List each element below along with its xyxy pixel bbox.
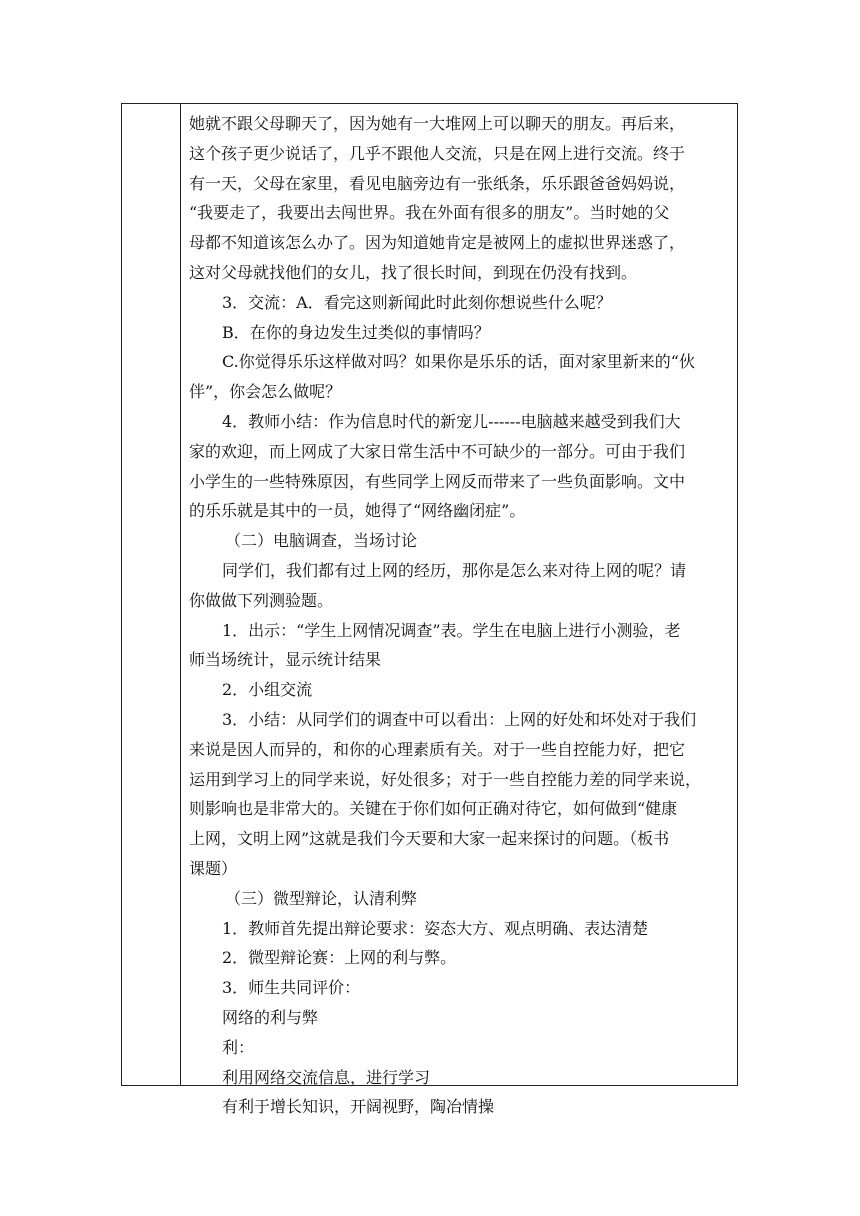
paragraph-line: 网络的利与弊 [222, 1007, 319, 1027]
paragraph-line: 师当场统计，显示统计结果 [189, 650, 382, 670]
paragraph-line: 有利于增长知识，开阔视野，陶冶情操 [222, 1097, 495, 1117]
paragraph-line: 同学们，我们都有过上网的经历，那你是怎么来对待上网的呢？请 [222, 560, 687, 580]
section-heading: （三）微型辩论，认清利弊 [225, 888, 418, 908]
left-label-column [122, 104, 181, 1085]
paragraph-line: 这个孩子更少说话了，几乎不跟他人交流，只是在网上进行交流。终于 [189, 143, 686, 163]
paragraph-line: 则影响也是非常大的。关键在于你们如何正确对待它，如何做到“健康 [189, 799, 678, 819]
paragraph-line: 课题） [189, 858, 238, 878]
paragraph-line: 家的欢迎，而上网成了大家日常生活中不可缺少的一部分。可由于我们 [189, 441, 686, 461]
lesson-plan-table [121, 103, 738, 1117]
paragraph-line: 利： [222, 1037, 255, 1057]
paragraph-line: 3．小结：从同学们的调查中可以看出：上网的好处和坏处对于我们 [222, 709, 697, 729]
paragraph-line: 运用到学习上的同学来说，好处很多；对于一些自控能力差的同学来说， [189, 769, 702, 789]
paragraph-line: 3．交流：A．看完这则新闻此时此刻你想说些什么呢？ [222, 292, 612, 312]
paragraph-line: 母都不知道该怎么办了。因为知道她肯定是被网上的虚拟世界迷惑了， [189, 233, 686, 253]
paragraph-line: 2．微型辩论赛：上网的利与弊。 [222, 948, 457, 968]
paragraph-line: 2．小组交流 [222, 680, 313, 700]
paragraph-line: 有一天，父母在家里，看见电脑旁边有一张纸条，乐乐跟爸爸妈妈说， [189, 173, 686, 193]
paragraph-line: 利用网络交流信息，进行学习 [222, 1067, 431, 1087]
paragraph-line: 小学生的一些特殊原因，有些同学上网反而带来了一些负面影响。文中 [189, 471, 686, 491]
paragraph-line: C.你觉得乐乐这样做对吗？如果你是乐乐的话，面对家里新来的“伙 [222, 352, 695, 372]
paragraph-line: 4．教师小结：作为信息时代的新宠儿------电脑越来越受到我们大 [222, 411, 681, 431]
paragraph-line: B．在你的身边发生过类似的事情吗？ [222, 322, 490, 342]
paragraph-line: 这对父母就找他们的女儿，找了很长时间，到现在仍没有找到。 [189, 262, 638, 282]
section-heading: （二）电脑调查，当场讨论 [225, 531, 418, 551]
paragraph-line: 你做做下列测验题。 [189, 590, 334, 610]
lesson-content [189, 109, 735, 1122]
paragraph-line: 来说是因人而异的，和你的心理素质有关。对于一些自控能力好，把它 [189, 739, 686, 759]
paragraph-line: “我要走了，我要出去闯世界。我在外面有很多的朋友”。当时她的父 [189, 203, 670, 223]
paragraph-line: 的乐乐就是其中的一员，她得了“网络幽闭症”。 [189, 501, 526, 521]
paragraph-line: 上网，文明上网”这就是我们今天要和大家一起来探讨的问题。（板书 [189, 829, 670, 849]
paragraph-line: 她就不跟父母聊天了，因为她有一大堆网上可以聊天的朋友。再后来， [189, 114, 686, 133]
paragraph-line: 伴”，你会怎么做呢？ [189, 382, 342, 402]
paragraph-line: 1．出示：“学生上网情况调查”表。学生在电脑上进行小测验，老 [222, 620, 681, 640]
paragraph-line: 3．师生共同评价： [222, 978, 361, 998]
paragraph-line: 1．教师首先提出辩论要求：姿态大方、观点明确、表达清楚 [222, 918, 649, 938]
